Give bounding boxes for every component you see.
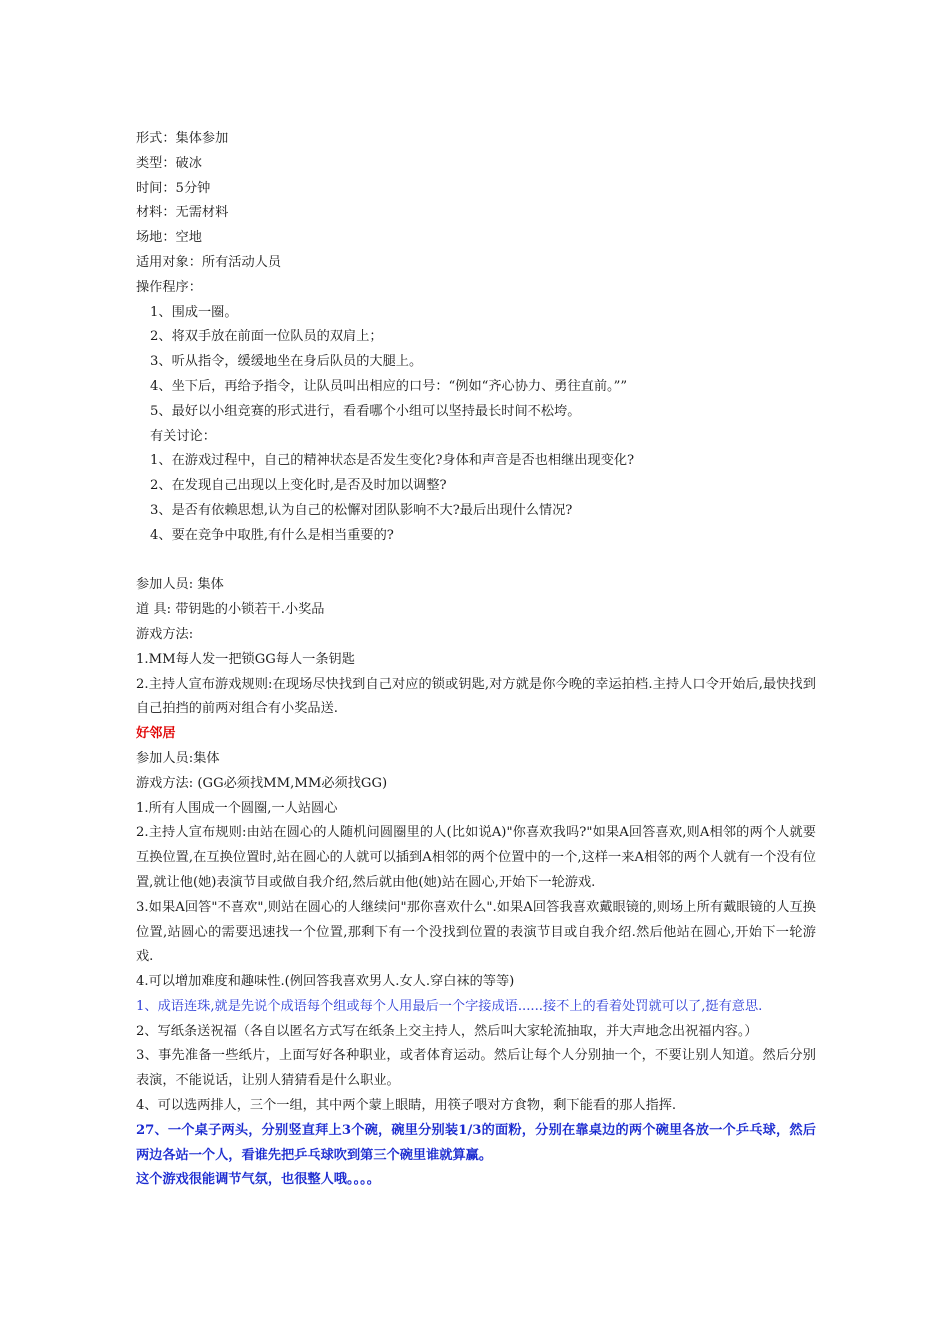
participants-line: 参加人员:集体 xyxy=(136,750,220,766)
rule-item: 1.MM每人发一把锁GG每人一条钥匙 xyxy=(136,651,355,667)
discussion-item: 1、在游戏过程中，自己的精神状态是否发生变化?身体和声音是否也相继出现变化? xyxy=(150,453,635,469)
game-item-idiom-chain: 1、成语连珠,就是先说个成语每个组或每个人用最后一个字接成语......接不上的看着处罚就可以了,挺有意思. xyxy=(136,998,763,1014)
section-lock-and-key xyxy=(136,573,816,722)
participants-line: 参加人员: 集体 xyxy=(136,577,224,593)
meta-type: 类型：破冰 xyxy=(136,155,202,171)
section-icebreaker xyxy=(136,127,816,549)
rule-item: 1.所有人围成一个圆圈,一人站圆心 xyxy=(136,800,338,816)
game-item-feeding: 4、可以选两排人，三个一组，其中两个蒙上眼睛，用筷子喂对方食物，剩下能看的那人指挥. xyxy=(136,1098,677,1114)
discussion-heading: 有关讨论： xyxy=(150,428,216,444)
rule-item: 2.主持人宣布游戏规则:在现场尽快找到自己对应的锁或钥匙,对方就是你今晚的幸运拍档.主持人口令开始后,最快找到自己拍挡的前两对组合有小奖品送. xyxy=(136,676,816,717)
step-item: 2、将双手放在前面一位队员的双肩上； xyxy=(150,329,383,345)
game-item-charades: 3、事先准备一些纸片，上面写好各种职业，或者体育运动。然后让每个人分别抽一个，不要让别人知道。然后分别表演，不能说话，让别人猜猜看是什么职业。 xyxy=(136,1048,816,1089)
rule-item: 2.主持人宣布规则:由站在圆心的人随机问圆圈里的人(比如说A)"你喜欢我吗?"如果A回答喜欢,则A相邻的两个人就要互换位置,在互换位置时,站在圆心的人就可以插到A相邻的两个位置中的一个,这样一来A相邻的两个人就有一个没有位置,就让他(她)表演节目或做自我介绍,然后就由他(她)站在圆心,开始下一轮游戏. xyxy=(136,825,816,890)
section-more-games xyxy=(136,995,816,1193)
step-item: 4、坐下后，再给予指令，让队员叫出相应的口号：“例如“齐心协力、勇往直前。”” xyxy=(150,378,628,394)
step-item: 3、听从指令，缓缓地坐在身后队员的大腿上。 xyxy=(150,354,423,370)
section-good-neighbor xyxy=(136,722,816,995)
meta-time: 时间：5分钟 xyxy=(136,180,211,196)
blank-line xyxy=(136,549,816,574)
document-page xyxy=(136,127,816,1193)
meta-form: 形式：集体参加 xyxy=(136,131,229,146)
game-item-wishes: 2、写纸条送祝福（各自以匿名方式写在纸条上交主持人，然后叫大家轮流抽取，并大声地念出祝福内容。） xyxy=(136,1023,758,1039)
discussion-item: 2、在发现自己出现以上变化时,是否及时加以调整? xyxy=(150,478,447,494)
meta-audience: 适用对象：所有活动人员 xyxy=(136,254,282,270)
closing-note: 这个游戏很能调节气氛，也很整人哦。。。。 xyxy=(136,1172,380,1188)
method-line: 游戏方法: (GG必须找MM,MM必须找GG) xyxy=(136,775,388,791)
discussion-item: 4、要在竞争中取胜,有什么是相当重要的? xyxy=(150,527,394,543)
props-line: 道 具: 带钥匙的小锁若干.小奖品 xyxy=(136,602,325,618)
discussion-item: 3、是否有依赖思想,认为自己的松懈对团队影响不大?最后出现什么情况? xyxy=(150,502,573,518)
meta-procedure-heading: 操作程序： xyxy=(136,279,202,295)
rule-item: 4.可以增加难度和趣味性.(例回答我喜欢男人.女人.穿白袜的等等) xyxy=(136,974,515,990)
meta-materials: 材料：无需材料 xyxy=(136,205,229,221)
step-item: 5、最好以小组竞赛的形式进行，看看哪个小组可以坚持最长时间不松垮。 xyxy=(150,403,581,419)
meta-venue: 场地：空地 xyxy=(136,230,202,246)
step-item: 1、围成一圈。 xyxy=(150,304,238,320)
section-title: 好邻居 xyxy=(136,726,176,742)
rule-item: 3.如果A回答"不喜欢",则站在圆心的人继续问"那你喜欢什么".如果A回答我喜欢戴眼镜的,则场上所有戴眼镜的人互换位置,站圆心的需要迅速找一个位置,那剩下有一个没找到位置的表演节目或自我介绍.然后他站在圆心,开始下一轮游戏. xyxy=(136,899,816,965)
game-item-pingpong: 27、一个桌子两头，分别竖直拜上3个碗，碗里分别装1/3的面粉，分别在靠桌边的两个碗里各放一个乒乓球，然后两边各站一个人，看谁先把乒乓球吹到第三个碗里谁就算赢。 xyxy=(136,1122,816,1163)
method-heading: 游戏方法: xyxy=(136,626,194,642)
